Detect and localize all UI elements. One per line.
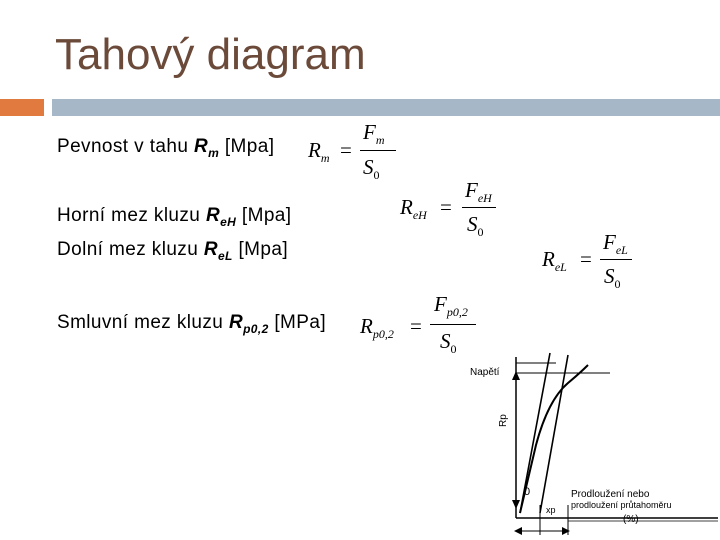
definition-unit: [Mpa] [224,136,275,157]
definition-label: Dolní mez kluzu [57,239,199,260]
formula-lhs-symbol: R [400,195,413,219]
formula-lhs-symbol: R [360,314,373,338]
definition-symbol: R [228,312,244,333]
title-accent-bar [0,99,44,116]
formula-num-symbol: F [363,120,376,144]
definition-label: Smluvní mez kluzu [57,312,224,333]
formula-lhs-symbol: R [308,138,321,162]
definition-label: Horní mez kluzu [57,205,201,226]
formula-den-subscript: 0 [373,168,380,183]
formula-lhs-symbol: R [542,247,555,271]
definition-unit: [Mpa] [241,205,292,226]
fraction-bar [430,324,476,325]
definition-symbol: R [205,205,221,226]
xp-label: xp [546,505,556,515]
definition-subscript: eL [217,248,233,263]
definition-subscript: eH [220,214,237,229]
y-axis-label: Napětí [470,367,500,378]
definition-offset-yield [57,312,326,336]
formula-num-subscript: m [375,133,385,148]
formula-lhs-subscript: eL [554,260,567,275]
rp-label: Rp [498,414,509,427]
formula-lhs-subscript: p0,2 [372,327,394,342]
formula-den-symbol: S [363,155,374,179]
title-divider-bar [52,99,720,116]
formula-lhs-subscript: eH [412,208,427,223]
formula-num-symbol: F [603,230,616,254]
definition-unit: [MPa] [274,312,326,333]
definition-subscript: p0,2 [243,321,269,336]
offset-line [540,355,568,513]
formula-num-symbol: F [434,292,447,316]
formula-den-subscript: 0 [614,277,621,292]
formula-num-subscript: eH [477,191,492,206]
formula-den-symbol: S [440,329,451,353]
definition-symbol: R [203,239,218,260]
formula-den-subscript: 0 [450,342,457,357]
formula-den-symbol: S [467,212,478,236]
definition-label: Pevnost v tahu [57,136,189,157]
origin-label: 0 [524,486,531,498]
definition-tensile-strength [57,136,274,160]
formula-den-symbol: S [604,264,615,288]
formula-lhs-subscript: m [320,151,330,166]
fraction-bar [360,150,396,151]
x-axis-label-line2: prodloužení průtahoměru [571,500,672,510]
formula-num-subscript: eL [615,243,628,258]
fraction-bar [600,259,632,260]
stress-strain-diagram [460,335,720,540]
x-axis-label-line3: (%) [623,514,639,525]
formula-num-subscript: p0,2 [446,305,468,320]
definition-subscript: m [208,145,220,160]
formula-num-symbol: F [465,178,478,202]
formula-den-subscript: 0 [477,225,484,240]
definition-unit: [Mpa] [238,239,289,260]
definition-lower-yield [57,239,288,263]
slide-title: Tahový diagram [55,30,366,79]
definition-symbol: R [193,136,209,157]
fraction-bar [462,207,496,208]
definition-upper-yield [57,205,291,229]
x-axis-label-line1: Prodloužení nebo [571,489,650,500]
